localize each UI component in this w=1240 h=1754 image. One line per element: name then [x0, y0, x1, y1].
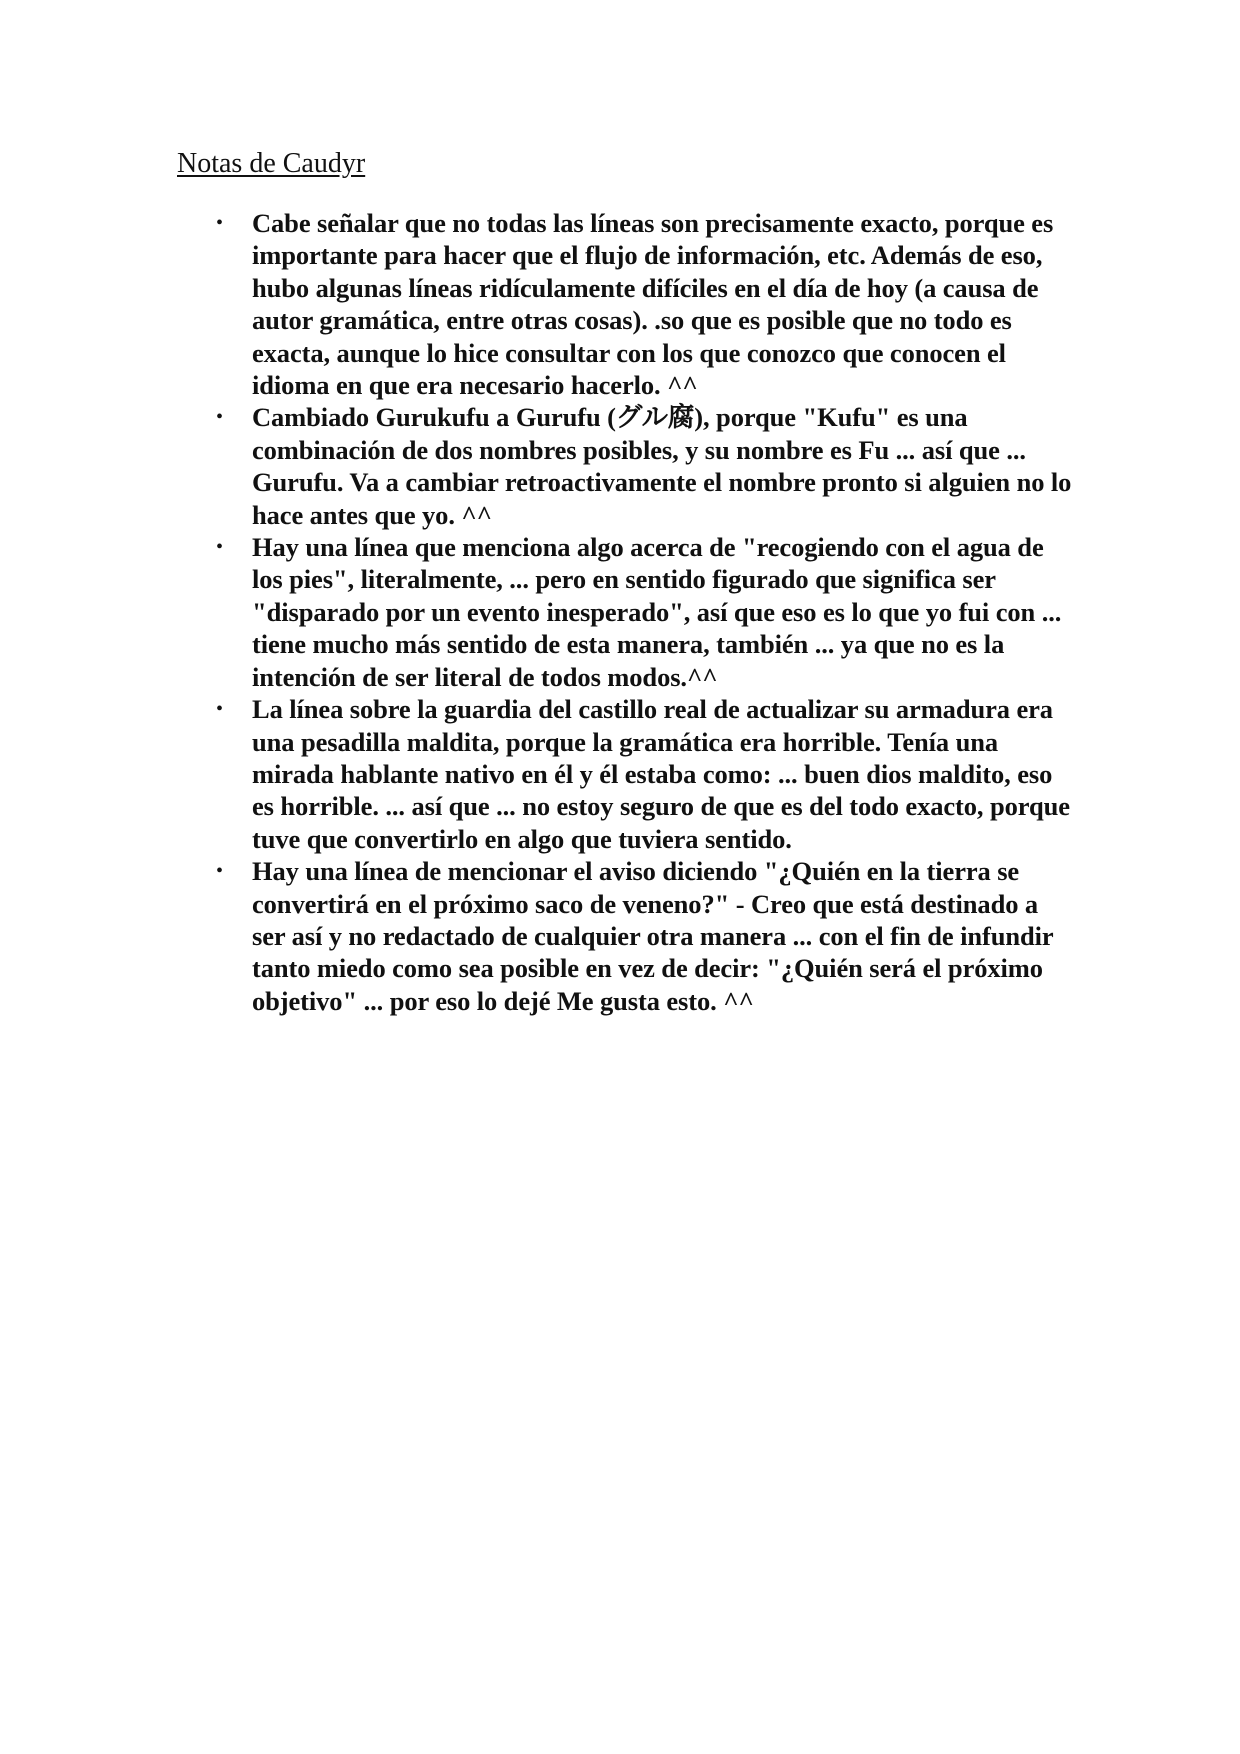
page-title: Notas de Caudyr: [177, 148, 366, 179]
note-text: Cabe señalar que no todas las líneas son precisamente exacto, porque es importante para hacer que el flujo de información, etc. Además de eso, hubo algunas líneas ridículamente difíciles en el día de hoy (a causa de autor gramática, entre otras cosas). .so que es posible que no todo es exacta, aunque lo hice consultar con los que conozco que conocen el idioma en que era necesario hacerlo. ^^: [252, 208, 1054, 401]
list-item: [216, 401, 1072, 531]
bullet-icon: •: [216, 860, 223, 883]
note-text: La línea sobre la guardia del castillo real de actualizar su armadura era una pesadilla maldita, porque la gramática era horrible. Tenía una mirada hablante nativo en él y él estaba como: ... buen dios maldito, eso es horrible. ... así que ... no estoy seguro de que es del todo exacto, porque tuve que convertirlo en algo que tuviera sentido.: [252, 694, 1070, 854]
note-text: Cambiado Gurukufu a Gurufu (グル腐), porque "Kufu" es una combinación de dos nombres posibles, y su nombre es Fu ... así que ... Gurufu. Va a cambiar retroactivamente el nombre pronto si alguien no lo hace antes que yo. ^^: [252, 402, 1072, 530]
notes-list: [216, 207, 1072, 1017]
bullet-icon: •: [216, 698, 223, 721]
list-item: [216, 531, 1072, 693]
note-text: Hay una línea que menciona algo acerca de "recogiendo con el agua de los pies", literalmente, ... pero en sentido figurado que significa ser "disparado por un evento inesperado", así que eso es lo que yo fui con ... tiene mucho más sentido de esta manera, también ... ya que no es la intención de ser literal de todos modos.^^: [252, 532, 1062, 692]
bullet-icon: •: [216, 406, 223, 429]
bullet-icon: •: [216, 212, 223, 234]
list-item: [216, 855, 1072, 1017]
bullet-icon: •: [216, 536, 223, 559]
list-item: [216, 207, 1072, 401]
note-text: Hay una línea de mencionar el aviso diciendo "¿Quién en la tierra se convertirá en el próximo saco de veneno?" - Creo que está destinado a ser así y no redactado de cualquier otra manera ... con el fin de infundir tanto miedo como sea posible en vez de decir: "¿Quién será el próximo objetivo" ... por eso lo dejé Me gusta esto. ^^: [252, 856, 1054, 1016]
list-item: [216, 693, 1072, 855]
